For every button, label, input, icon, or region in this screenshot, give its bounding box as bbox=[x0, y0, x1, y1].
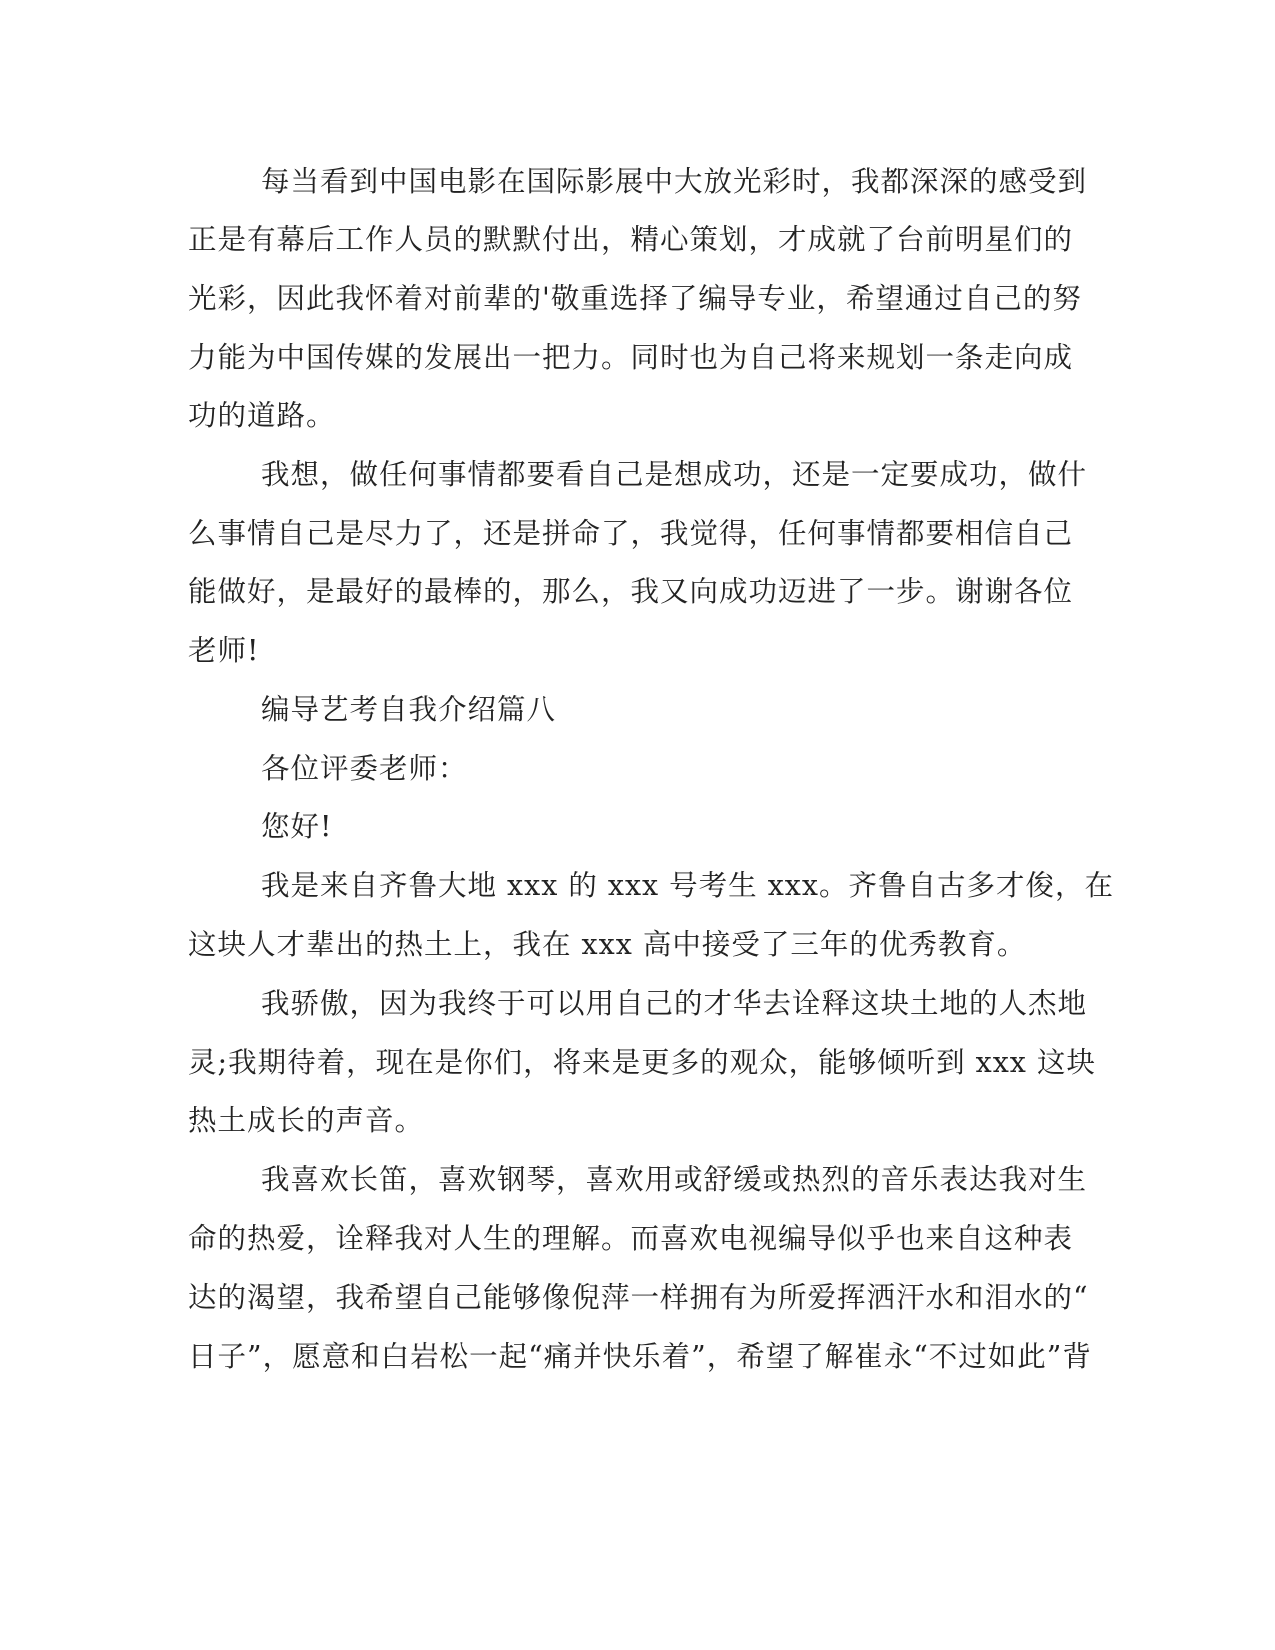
paragraph-line: 命的热爱，诠释我对人生的理解。而喜欢电视编导似乎也来自这种表 bbox=[188, 1222, 1074, 1255]
paragraph-line: 每当看到中国电影在国际影展中大放光彩时，我都深深的感受到 bbox=[261, 165, 1088, 198]
paragraph-line: 我是来自齐鲁大地 xxx 的 xxx 号考生 xxx。齐鲁自古多才俊，在 bbox=[261, 869, 1114, 902]
paragraph-line: 么事情自己是尽力了，还是拼命了，我觉得，任何事情都要相信自己 bbox=[188, 517, 1074, 550]
paragraph-line: 力能为中国传媒的发展出一把力。同时也为自己将来规划一条走向成 bbox=[188, 341, 1074, 374]
section-heading: 编导艺考自我介绍篇八 bbox=[261, 693, 557, 726]
paragraph-line: 光彩，因此我怀着对前辈的'敬重选择了编导专业，希望通过自己的努 bbox=[188, 282, 1082, 315]
paragraph-line: 热土成长的声音。 bbox=[188, 1104, 425, 1137]
paragraph-line: 灵;我期待着，现在是你们，将来是更多的观众，能够倾听到 xxx 这块 bbox=[188, 1046, 1096, 1079]
paragraph-line: 这块人才辈出的热土上，我在 xxx 高中接受了三年的优秀教育。 bbox=[188, 928, 1027, 961]
salutation: 各位评委老师： bbox=[261, 752, 468, 785]
paragraph-line: 正是有幕后工作人员的默默付出，精心策划，才成就了台前明星们的 bbox=[188, 223, 1074, 256]
paragraph-line: 我喜欢长笛，喜欢钢琴，喜欢用或舒缓或热烈的音乐表达我对生 bbox=[261, 1163, 1088, 1196]
paragraph-line: 能做好，是最好的最棒的，那么，我又向成功迈进了一步。谢谢各位 bbox=[188, 575, 1074, 608]
paragraph-line: 老师! bbox=[188, 634, 260, 667]
paragraph-line: 我骄傲，因为我终于可以用自己的才华去诠释这块土地的人杰地 bbox=[261, 987, 1088, 1020]
paragraph-line: 达的渴望，我希望自己能够像倪萍一样拥有为所爱挥洒汗水和泪水的“ bbox=[188, 1281, 1089, 1314]
greeting: 您好! bbox=[261, 810, 333, 843]
paragraph-line: 功的道路。 bbox=[188, 399, 336, 432]
paragraph-line: 日子”，愿意和白岩松一起“痛并快乐着”，希望了解崔永“不过如此”背 bbox=[188, 1340, 1092, 1373]
paragraph-line: 我想，做任何事情都要看自己是想成功，还是一定要成功，做什 bbox=[261, 458, 1088, 491]
